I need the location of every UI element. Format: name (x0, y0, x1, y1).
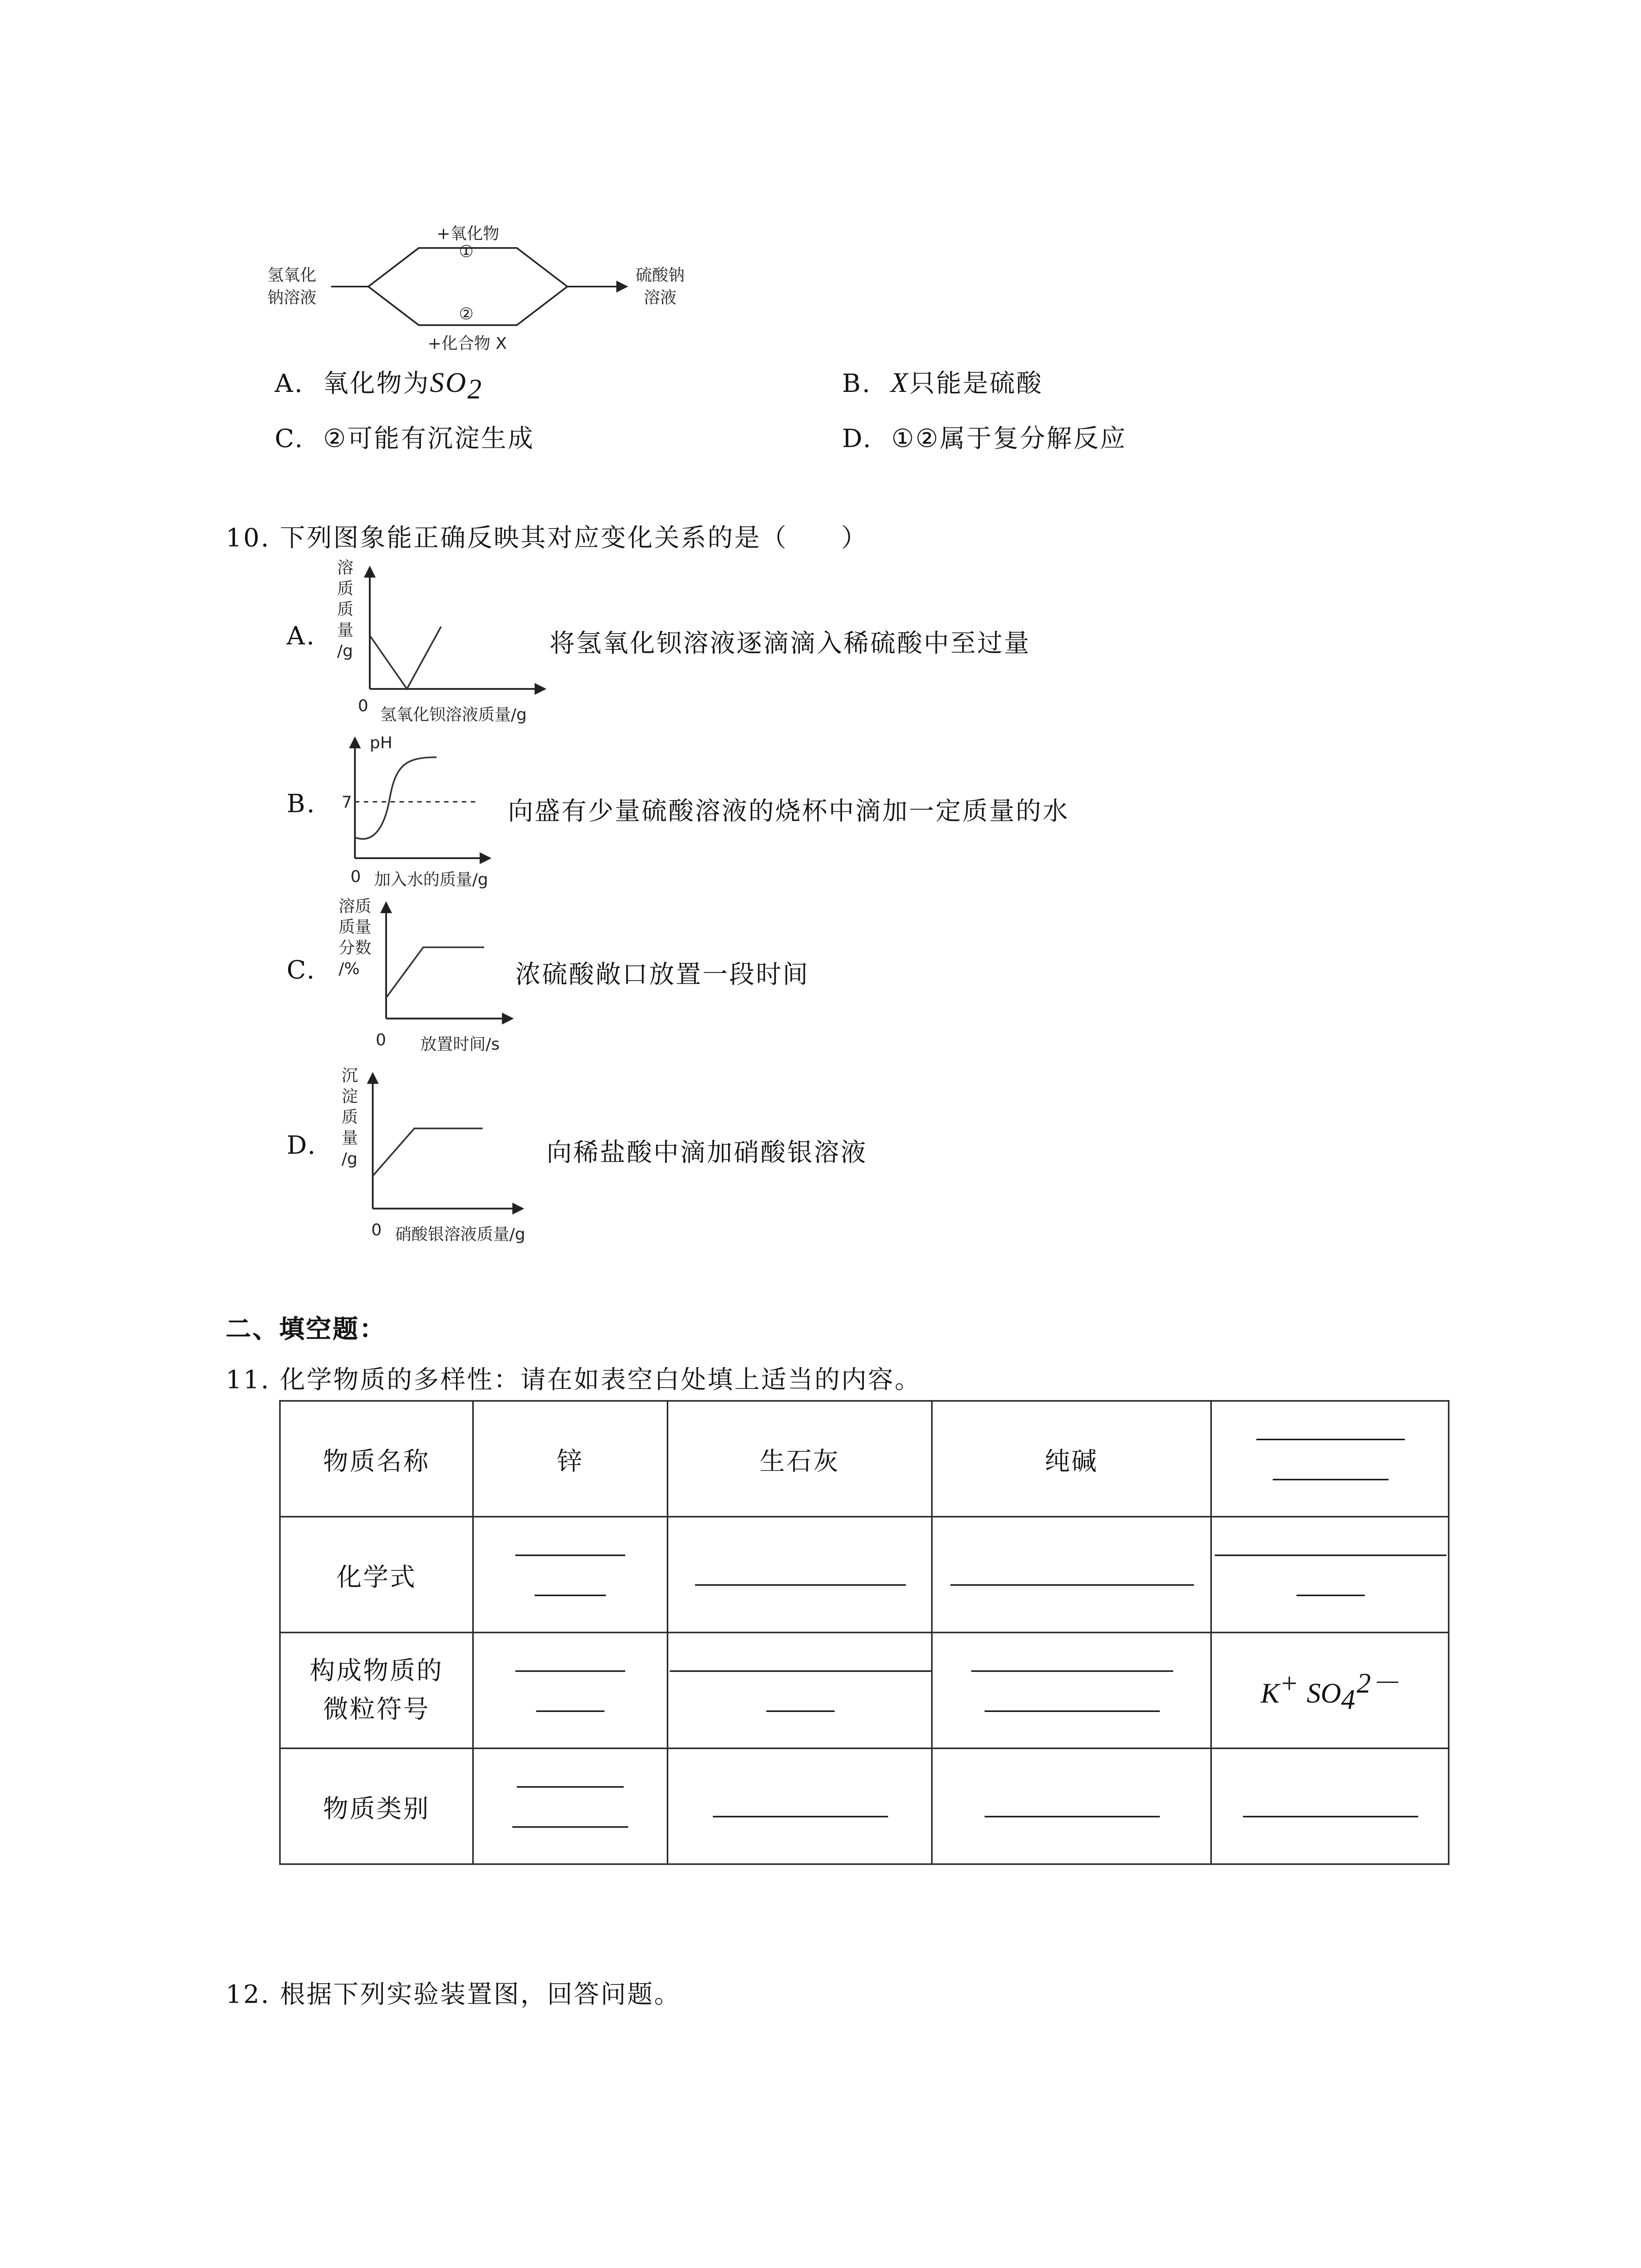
blank-formula-4[interactable] (1211, 1517, 1449, 1633)
diagram-right-label: 硫酸钠 溶液 (635, 265, 685, 308)
row-header-name: 物质名称 (280, 1401, 473, 1516)
graph-a-xlabel: 氢氧化钡溶液质量/g (380, 705, 527, 725)
graph-b-origin: 0 (350, 867, 361, 887)
table-row (280, 1517, 1449, 1633)
q10-option-b-text: 向盛有少量硫酸溶液的烧杯中滴加一定质量的水 (508, 797, 1069, 827)
graph-d-ylabel: 沉 淀 质 量 /g (341, 1066, 358, 1169)
graph-b-ylabel: pH (370, 733, 393, 753)
blank-category-2[interactable] (667, 1748, 932, 1864)
graph-c-origin: 0 (376, 1030, 387, 1050)
cell-name-quicklime: 生石灰 (667, 1401, 932, 1516)
blank-particle-1[interactable] (473, 1633, 668, 1748)
q10-option-b-letter[interactable]: B. (286, 790, 316, 820)
q9-option-d[interactable]: D. ①②属于复分解反应 (842, 425, 1127, 455)
diagram-mark-1: ① (459, 242, 474, 262)
blank-name-4[interactable] (1211, 1401, 1449, 1516)
blank-formula-2[interactable] (667, 1517, 932, 1633)
diagram-top-label: +氧化物 (436, 224, 500, 244)
q11-stem: 11. 化学物质的多样性：请在如表空白处填上适当的内容。 (225, 1366, 921, 1396)
blank-formula-3[interactable] (932, 1517, 1211, 1633)
q10-option-c-text: 浓硫酸敞口放置一段时间 (515, 960, 809, 991)
graph-b (342, 733, 505, 867)
blank-particle-2[interactable] (667, 1633, 932, 1748)
blank-category-4[interactable] (1211, 1748, 1449, 1864)
section-heading-fill-blank: 二、填空题： (225, 1315, 387, 1345)
graph-c (374, 900, 523, 1028)
row-header-formula: 化学式 (280, 1517, 473, 1633)
graph-a-ylabel: 溶 质 质 量 /g (337, 558, 354, 661)
q9-option-a[interactable]: A. 氧化物为$SO_2$ (274, 368, 483, 406)
cell-name-soda: 纯碱 (932, 1401, 1211, 1516)
cell-name-zinc: 锌 (473, 1401, 668, 1516)
graph-b-xlabel: 加入水的质量/g (374, 870, 488, 890)
q12-stem: 12. 根据下列实验装置图，回答问题。 (225, 1980, 681, 2011)
q10-option-a-letter[interactable]: A. (286, 622, 316, 652)
table-row (280, 1748, 1449, 1864)
blank-category-1[interactable] (473, 1748, 668, 1864)
q10-option-d-letter[interactable]: D. (286, 1131, 317, 1161)
graph-b-tick-7: 7 (341, 792, 352, 812)
table-row (280, 1401, 1449, 1516)
graph-c-xlabel: 放置时间/s (420, 1035, 500, 1055)
row-header-particles: 构成物质的 微粒符号 (280, 1633, 473, 1748)
graph-a-curve (370, 626, 441, 689)
cell-particle-given: K+ $SO_4^{2-}$ (1211, 1633, 1449, 1748)
diagram-bottom-label: +化合物 X (427, 334, 507, 354)
row-header-category: 物质类别 (280, 1748, 473, 1864)
q11-table (279, 1400, 1449, 1865)
table-row (280, 1633, 1449, 1748)
q10-stem: 10. 下列图象能正确反映其对应变化关系的是（ ） (225, 524, 868, 554)
graph-d (361, 1069, 531, 1217)
blank-formula-1[interactable] (473, 1517, 668, 1633)
graph-a (357, 564, 550, 698)
q9-option-b[interactable]: B. X只能是硫酸 (842, 368, 1043, 400)
diagram-left-label: 氢氧化 钠溶液 (267, 265, 317, 308)
q10-option-a-text: 将氢氧化钡溶液逐滴滴入稀硫酸中至过量 (549, 629, 1031, 660)
graph-d-origin: 0 (371, 1220, 382, 1240)
graph-a-origin: 0 (358, 696, 368, 716)
diagram-mark-2: ② (459, 304, 474, 324)
graph-d-curve (373, 1129, 483, 1176)
graph-b-curve (355, 757, 436, 839)
q10-option-d-text: 向稀盐酸中滴加硝酸银溶液 (546, 1139, 867, 1169)
graph-c-curve (386, 947, 484, 997)
blank-particle-3[interactable] (932, 1633, 1211, 1748)
q10-option-c-letter[interactable]: C. (286, 956, 316, 986)
q9-option-c[interactable]: C. ②可能有沉淀生成 (274, 425, 534, 455)
blank-category-3[interactable] (932, 1748, 1211, 1864)
graph-c-ylabel: 溶质 质量 分数 /% (338, 897, 372, 979)
graph-d-xlabel: 硝酸银溶液质量/g (395, 1225, 525, 1245)
